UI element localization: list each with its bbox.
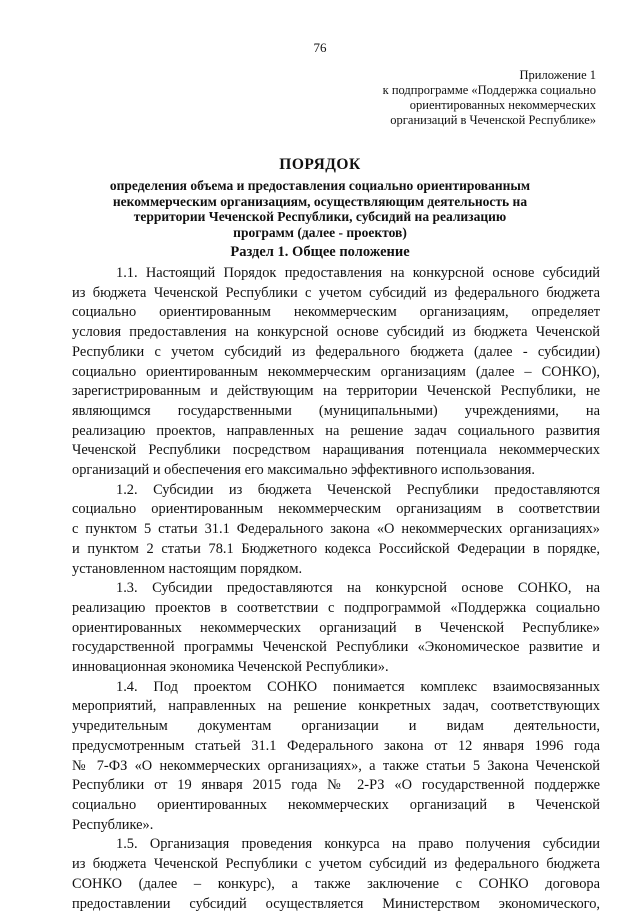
paragraph-line: реализацию проектов в соответствии с подпрограммой «Поддержка социально [72,599,600,619]
paragraph-line: установленном настоящим порядком. [72,560,600,580]
subtitle-line: программ (далее - проектов) [60,225,580,241]
paragraph-line: социально ориентированным некоммерческим организациям, определяет [72,303,600,323]
paragraph-line: из бюджета Чеченской Республики с учетом субсидий из федерального бюджета [72,855,600,875]
page-number: 76 [0,40,640,56]
paragraph-line: условия предоставления на конкурсной основе субсидий из бюджета Чеченской [72,323,600,343]
paragraph [72,264,600,481]
paragraph-line: Республики с учетом субсидий из федерального бюджета (далее - субсидии) [72,343,600,363]
paragraph-line: 1.1. Настоящий Порядок предоставления на конкурсной основе субсидий [72,264,600,284]
paragraph-line: Республики от 19 января 2015 года № 2-РЗ «О государственной поддержке [72,776,600,796]
paragraph-line: являющимся государственными (муниципальными) учреждениями, на [72,402,600,422]
paragraph-line: и пунктом 2 статьи 78.1 Бюджетного кодекса Российской Федерации в порядке, [72,540,600,560]
paragraph [72,481,600,580]
paragraph [72,835,600,914]
paragraph-line: социально ориентированным некоммерческим организациям (далее – СОНКО), [72,363,600,383]
paragraph-line: зарегистрированным и действующим на территории Чеченской Республики, не [72,382,600,402]
paragraph-line: Чеченской Республики посредством наращивания потенциала некоммерческих [72,441,600,461]
paragraph-line: 1.3. Субсидии предоставляются на конкурсной основе СОНКО, на [72,579,600,599]
paragraph-line: социально ориентированных некоммерческих организаций в Чеченской [72,796,600,816]
paragraph-line: организаций и обеспечения его максимально эффективного использования. [72,461,600,481]
appendix-line: ориентированных некоммерческих [296,98,596,113]
document-body [72,264,600,914]
appendix-note [296,68,596,128]
paragraph-line: мероприятий, направленных на решение конкретных задач, соответствующих [72,697,600,717]
paragraph-line: Республике». [72,816,600,836]
subtitle-line: некоммерческим организациям, осуществляющим деятельность на [60,194,580,210]
paragraph-line: 1.5. Организация проведения конкурса на право получения субсидии [72,835,600,855]
paragraph-line: с пунктом 5 статьи 31.1 Федерального закона «О некоммерческих организациях» [72,520,600,540]
paragraph-line: ориентированных некоммерческих организаций в Чеченской Республике» [72,619,600,639]
paragraph-line: предусмотренным статьей 31.1 Федерального закона от 12 января 1996 года [72,737,600,757]
paragraph-line: 1.2. Субсидии из бюджета Чеченской Республики предоставляются [72,481,600,501]
subtitle-line: территории Чеченской Республики, субсидий на реализацию [60,209,580,225]
paragraph [72,678,600,836]
appendix-line: к подпрограмме «Поддержка социально [296,83,596,98]
paragraph-line: инновационная экономика Чеченской Республики». [72,658,600,678]
paragraph-line: № 7-ФЗ «О некоммерческих организациях», а также статьи 5 Закона Чеченской [72,757,600,777]
subtitle-line: определения объема и предоставления социально ориентированным [60,178,580,194]
paragraph-line: государственной программы Чеченской Республики «Экономическое развитие и [72,638,600,658]
section-heading: Раздел 1. Общее положение [0,244,640,261]
paragraph-line: СОНКО (далее – конкурс), а также заключение с СОНКО договора [72,875,600,895]
paragraph [72,579,600,678]
paragraph-line: из бюджета Чеченской Республики с учетом субсидий из федерального бюджета [72,284,600,304]
document-title: ПОРЯДОК [0,156,640,174]
paragraph-line: предоставлении субсидий осуществляется Министерством экономического, [72,895,600,914]
paragraph-line: учредительным документам организации и видам деятельности, [72,717,600,737]
paragraph-line: социально ориентированным некоммерческим организациям в соответствии [72,500,600,520]
paragraph-line: 1.4. Под проектом СОНКО понимается комплекс взаимосвязанных [72,678,600,698]
paragraph-line: реализацию проектов, направленных на решение задач социального развития [72,422,600,442]
document-subtitle [60,178,580,240]
appendix-line: Приложение 1 [296,68,596,83]
appendix-line: организаций в Чеченской Республике» [296,113,596,128]
